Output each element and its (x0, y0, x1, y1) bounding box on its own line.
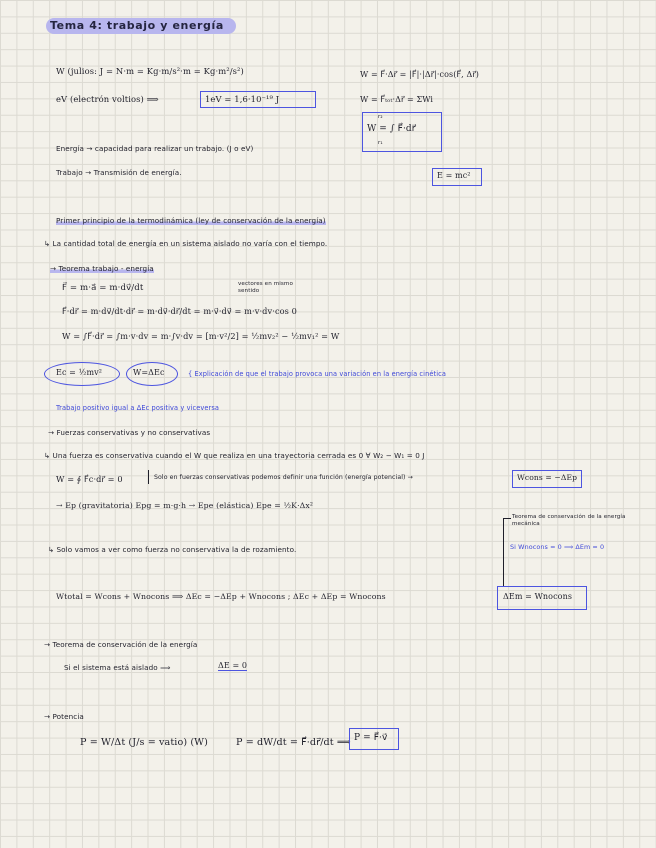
separator (148, 470, 149, 484)
work-integral: W = ∫ F⃗·dr⃗ (367, 124, 416, 134)
principle-heading (56, 216, 326, 225)
work-total: W = F⃗ₜₒₜ·Δr⃗ = ΣWi (360, 95, 434, 104)
conservation-text: Si el sistema está aislado ⟹ (64, 663, 171, 672)
mass-energy-formula: E = mc² (437, 171, 471, 180)
integral-lower-limit: r₁ (378, 140, 383, 146)
power-vector-formula: P = F⃗·v⃗ (354, 733, 388, 743)
wcons-formula: Wcons = −ΔEp (517, 473, 578, 482)
forces-heading: → Fuerzas conservativas y no conservativas (48, 428, 211, 437)
power-heading: → Potencia (44, 712, 84, 721)
conservative-definition: ↳ Una fuerza es conservativa cuando el W que realiza en una trayectoria cerrada es 0 ∀ W₂ − W₁ = 0 J (44, 451, 425, 460)
ev-definition: eV (electrón voltios) ⟹ (56, 94, 159, 104)
friction-note: ↳ Solo vamos a ver como fuerza no conservativa la de rozamiento. (48, 545, 297, 554)
joule-definition: W (julios: J = N·m = Kg·m/s²·m = Kg·m²/s²) (56, 66, 244, 76)
principle-heading-text: Primer principio de la termodinámica (ley de conservación de la energía) (56, 216, 326, 225)
work-ec-formula: W=ΔEc (133, 368, 165, 377)
average-power-formula: P = W/Δt (J/s = vatio) (W) (80, 737, 208, 748)
page-title: Tema 4: trabajo y energía (46, 18, 236, 34)
potential-energy-note: Solo en fuerzas conservativas podemos definir una función (energía potencial) → (154, 474, 413, 481)
energia-definition: Energía → capacidad para realizar un trabajo. (J o eV) (56, 144, 254, 153)
mechanical-energy-formula: ΔEm = Wnocons (503, 592, 573, 601)
ev-value: 1eV = 1,6·10⁻¹⁹ J (205, 94, 280, 104)
principle-text: ↳ La cantidad total de energía en un sistema aislado no varía con el tiempo. (44, 239, 328, 248)
instantaneous-power-formula: P = dW/dt = F⃗·dr⃗/dt ⟹ (236, 737, 351, 748)
potential-energy-types: → Ep (gravitatoria) Epg = m·g·h → Epe (elástica) Epe = ½K·Δx² (56, 501, 314, 510)
total-work-equation: Wtotal = Wcons + Wnocons ⟹ ΔEc = −ΔEp + Wnocons ; ΔEc + ΔEp = Wnocons (56, 592, 386, 601)
positive-work-note: Trabajo positivo igual a ΔEc positiva y viceversa (56, 404, 220, 412)
bracket-line (503, 518, 504, 586)
work-dot-product: W = F⃗·Δr⃗ = |F⃗|·|Δr⃗|·cos(F⃗, Δr⃗) (360, 70, 479, 79)
work-derivation: F⃗·dr⃗ = m·dv⃗/dt·dr⃗ = m·dv⃗·dr⃗/dt = m·v⃗·dv⃗ = m·v·dv·cos 0 (62, 306, 297, 316)
integral-upper-limit: r₂ (378, 114, 383, 120)
work-explanation: { Explicación de que el trabajo provoca una variación en la energía cinética (188, 370, 446, 378)
kinetic-energy-formula: Ec = ½mv² (56, 368, 103, 377)
newton-second-law: F⃗ = m·a⃗ = m·dv⃗/dt (62, 283, 144, 293)
same-direction-note: vectores en mismo sentido (238, 281, 294, 294)
work-integral-derivation: W = ∫F⃗·dr⃗ = ∫m·v·dv = m·∫v·dv = [m·v²/2] = ½mv₂² − ½mv₁² = W (62, 331, 340, 341)
closed-path-integral: W = ∮ F⃗c·dr⃗ = 0 (56, 474, 123, 484)
conservation-value: ΔE = 0 (218, 661, 248, 670)
bracket-top (503, 518, 511, 519)
theorem-heading-text: → Teorema trabajo - energía (50, 264, 154, 273)
theorem-heading (50, 264, 154, 273)
conservation-heading: → Teorema de conservación de la energía (44, 640, 198, 649)
mechanical-energy-theorem: Teorema de conservación de la energía mecánica (512, 514, 626, 527)
mechanical-energy-condition: Si Wnocons = 0 ⟹ ΔEm = 0 (510, 543, 605, 551)
trabajo-definition: Trabajo → Transmisión de energía. (56, 168, 182, 177)
